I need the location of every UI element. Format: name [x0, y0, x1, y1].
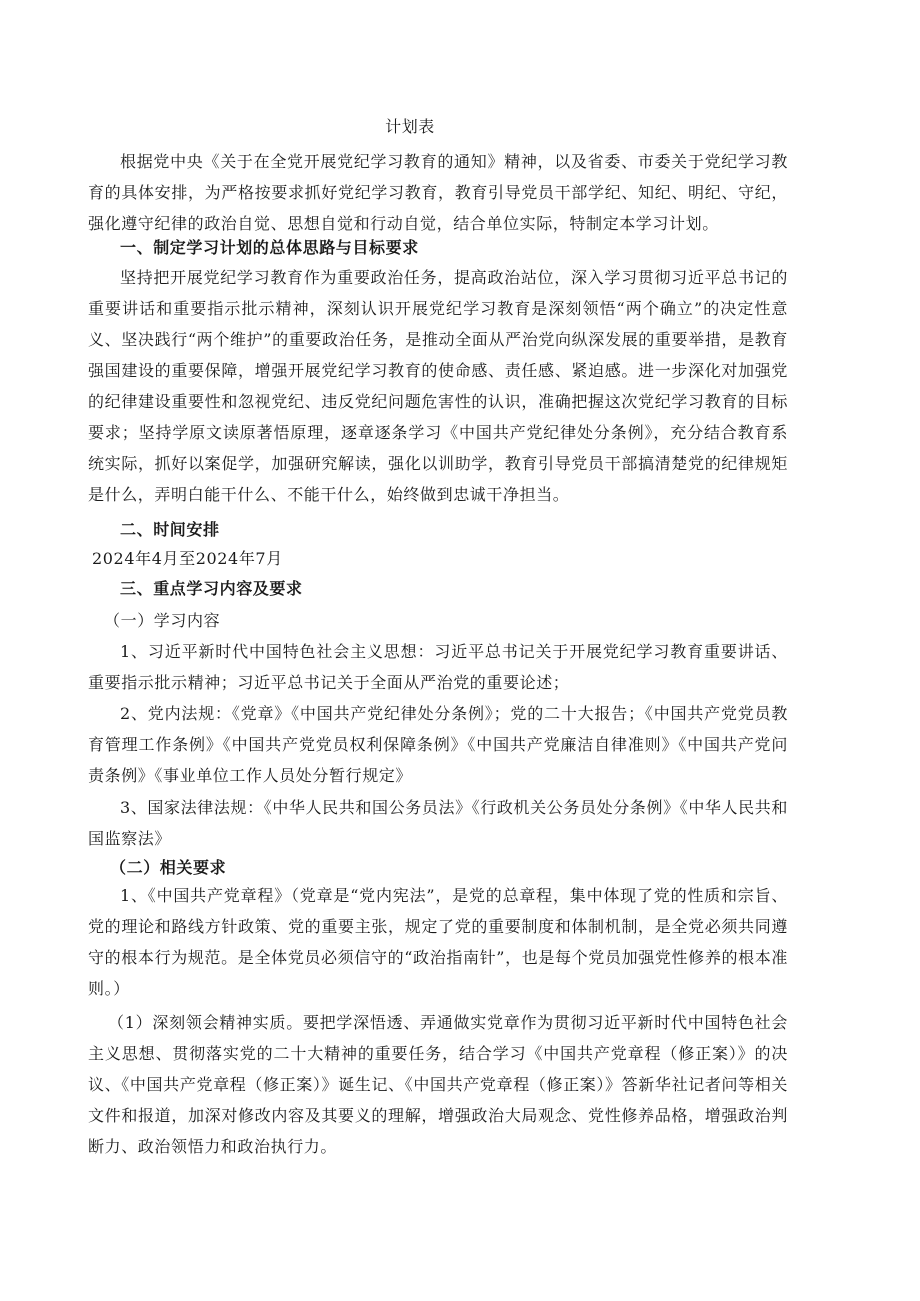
section-2-heading: 二、时间安排 — [120, 520, 220, 539]
document-title: 计划表 — [385, 117, 435, 136]
section-3-heading: 三、重点学习内容及要求 — [120, 579, 303, 598]
section-1-heading: 一、制定学习计划的总体思路与目标要求 — [120, 238, 419, 257]
requirement-1: 1、《中国共产党章程》（党章是“党内宪法”，是党的总章程，集中体现了党的性质和宗旨、党的理论和路线方针政策、党的重要主张，规定了党的重要制度和体制机制，是全党必须共同遵守的根本行为规范。是全体党员必须信守的“政治指南针”，也是每个党员加强党性修养的根本准则。） — [88, 886, 788, 998]
section-2-body: 2024年4月至2024年7月 — [92, 549, 283, 568]
study-item-1: 1、习近平新时代中国特色社会主义思想：习近平总书记关于开展党纪学习教育重要讲话、重要指示批示精神；习近平总书记关于全面从严治党的重要论述； — [88, 642, 788, 692]
subsection-2-heading: （二）相关要求 — [110, 858, 227, 877]
requirement-1-1: （1）深刻领会精神实质。要把学深悟透、弄通做实党章作为贯彻习近平新时代中国特色社会主义思想、贯彻落实党的二十大精神的重要任务，结合学习《中国共产党章程（修正案）》的决议、《中国共产党章程（修正案）》诞生记、《中国共产党章程（修正案）》答新华社记者问等相关文件和报道，加深对修改内容及其要义的理解，增强政治大局观念、党性修养品格，增强政治判断力、政治领悟力和政治执行力。 — [88, 1013, 788, 1156]
subsection-1-heading: （一）学习内容 — [104, 611, 221, 630]
section-1-body: 坚持把开展党纪学习教育作为重要政治任务，提高政治站位，深入学习贯彻习近平总书记的重要讲话和重要指示批示精神，深刻认识开展党纪学习教育是深刻领悟“两个确立”的决定性意义、坚决践行“两个维护”的重要政治任务，是推动全面从严治党向纵深发展的重要举措，是教育强国建设的重要保障，增强开展党纪学习教育的使命感、责任感、紧迫感。进一步深化对加强党的纪律建设重要性和忽视党纪、违反党纪问题危害性的认识，准确把握这次党纪学习教育的目标要求；坚持学原文读原著悟原理，逐章逐条学习《中国共产党纪律处分条例》，充分结合教育系统实际，抓好以案促学，加强研究解读，强化以训助学，教育引导党员干部搞清楚党的纪律规矩是什么，弄明白能干什么、不能干什么，始终做到忠诚干净担当。 — [88, 268, 788, 504]
study-item-2: 2、党内法规：《党章》《中国共产党纪律处分条例》；党的二十大报告；《中国共产党党员教育管理工作条例》《中国共产党党员权利保障条例》《中国共产党廉洁自律准则》《中国共产党问责条例》《事业单位工作人员处分暂行规定》 — [88, 704, 788, 785]
intro-paragraph: 根据党中央《关于在全党开展党纪学习教育的通知》精神，以及省委、市委关于党纪学习教育的具体安排，为严格按要求抓好党纪学习教育，教育引导党员干部学纪、知纪、明纪、守纪，强化遵守纪律的政治自觉、思想自觉和行动自觉，结合单位实际，特制定本学习计划。 — [88, 152, 788, 233]
study-item-3: 3、国家法律法规：《中华人民共和国公务员法》《行政机关公务员处分条例》《中华人民共和国监察法》 — [88, 798, 788, 848]
